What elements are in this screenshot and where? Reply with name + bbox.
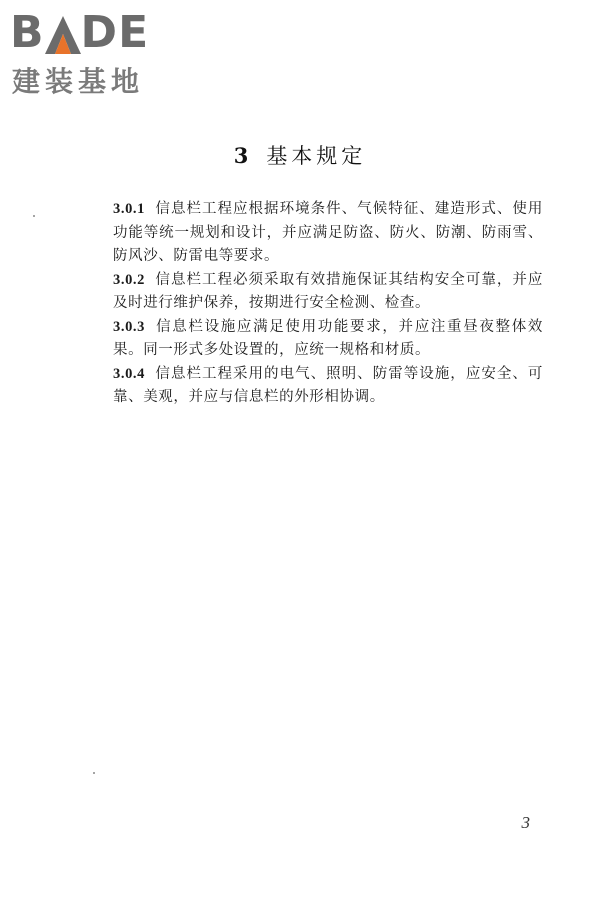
bade-logo (10, 8, 180, 98)
clause-number: 3.0.3 (113, 318, 145, 335)
clause-item (113, 316, 543, 363)
section-title: 基本规定 (266, 144, 367, 168)
clause-text: 信息栏工程应根据环境条件、气候特征、建造形式、使用功能等统一规划和设计，并应满足防盗、防火、防潮、防雨雪、防风沙、防雷电等要求。 (113, 201, 543, 264)
clause-number: 3.0.4 (113, 365, 145, 382)
clause-text: 信息栏设施应满足使用功能要求，并应注重昼夜整体效果。同一形式多处设置的，应统一规格和材质。 (113, 318, 543, 358)
logo-subtitle: 建装基地 (12, 65, 145, 98)
clause-number: 3.0.2 (113, 271, 145, 288)
section-number: 3 (233, 143, 253, 168)
clause-number: 3.0.1 (113, 201, 145, 217)
clause-list (113, 198, 543, 410)
scan-speck (93, 772, 95, 774)
section-heading (0, 140, 600, 170)
logo-letters-de: DE (80, 7, 150, 58)
clause-item (113, 269, 543, 316)
scan-speck (33, 215, 35, 217)
logo-a-triangle-icon (45, 16, 81, 54)
clause-text: 信息栏工程必须采取有效措施保证其结构安全可靠，并应及时进行维护保养，按期进行安全检测、检查。 (113, 271, 543, 311)
logo-wordmark (10, 8, 149, 58)
page-number: 3 (521, 813, 530, 832)
clause-item (113, 198, 543, 269)
clause-item (113, 363, 543, 410)
logo-letter-b: B (10, 7, 45, 58)
clause-text: 信息栏工程采用的电气、照明、防雷等设施，应安全、可靠、美观，并应与信息栏的外形相协调。 (113, 365, 543, 405)
logo-letter-a (45, 8, 81, 58)
